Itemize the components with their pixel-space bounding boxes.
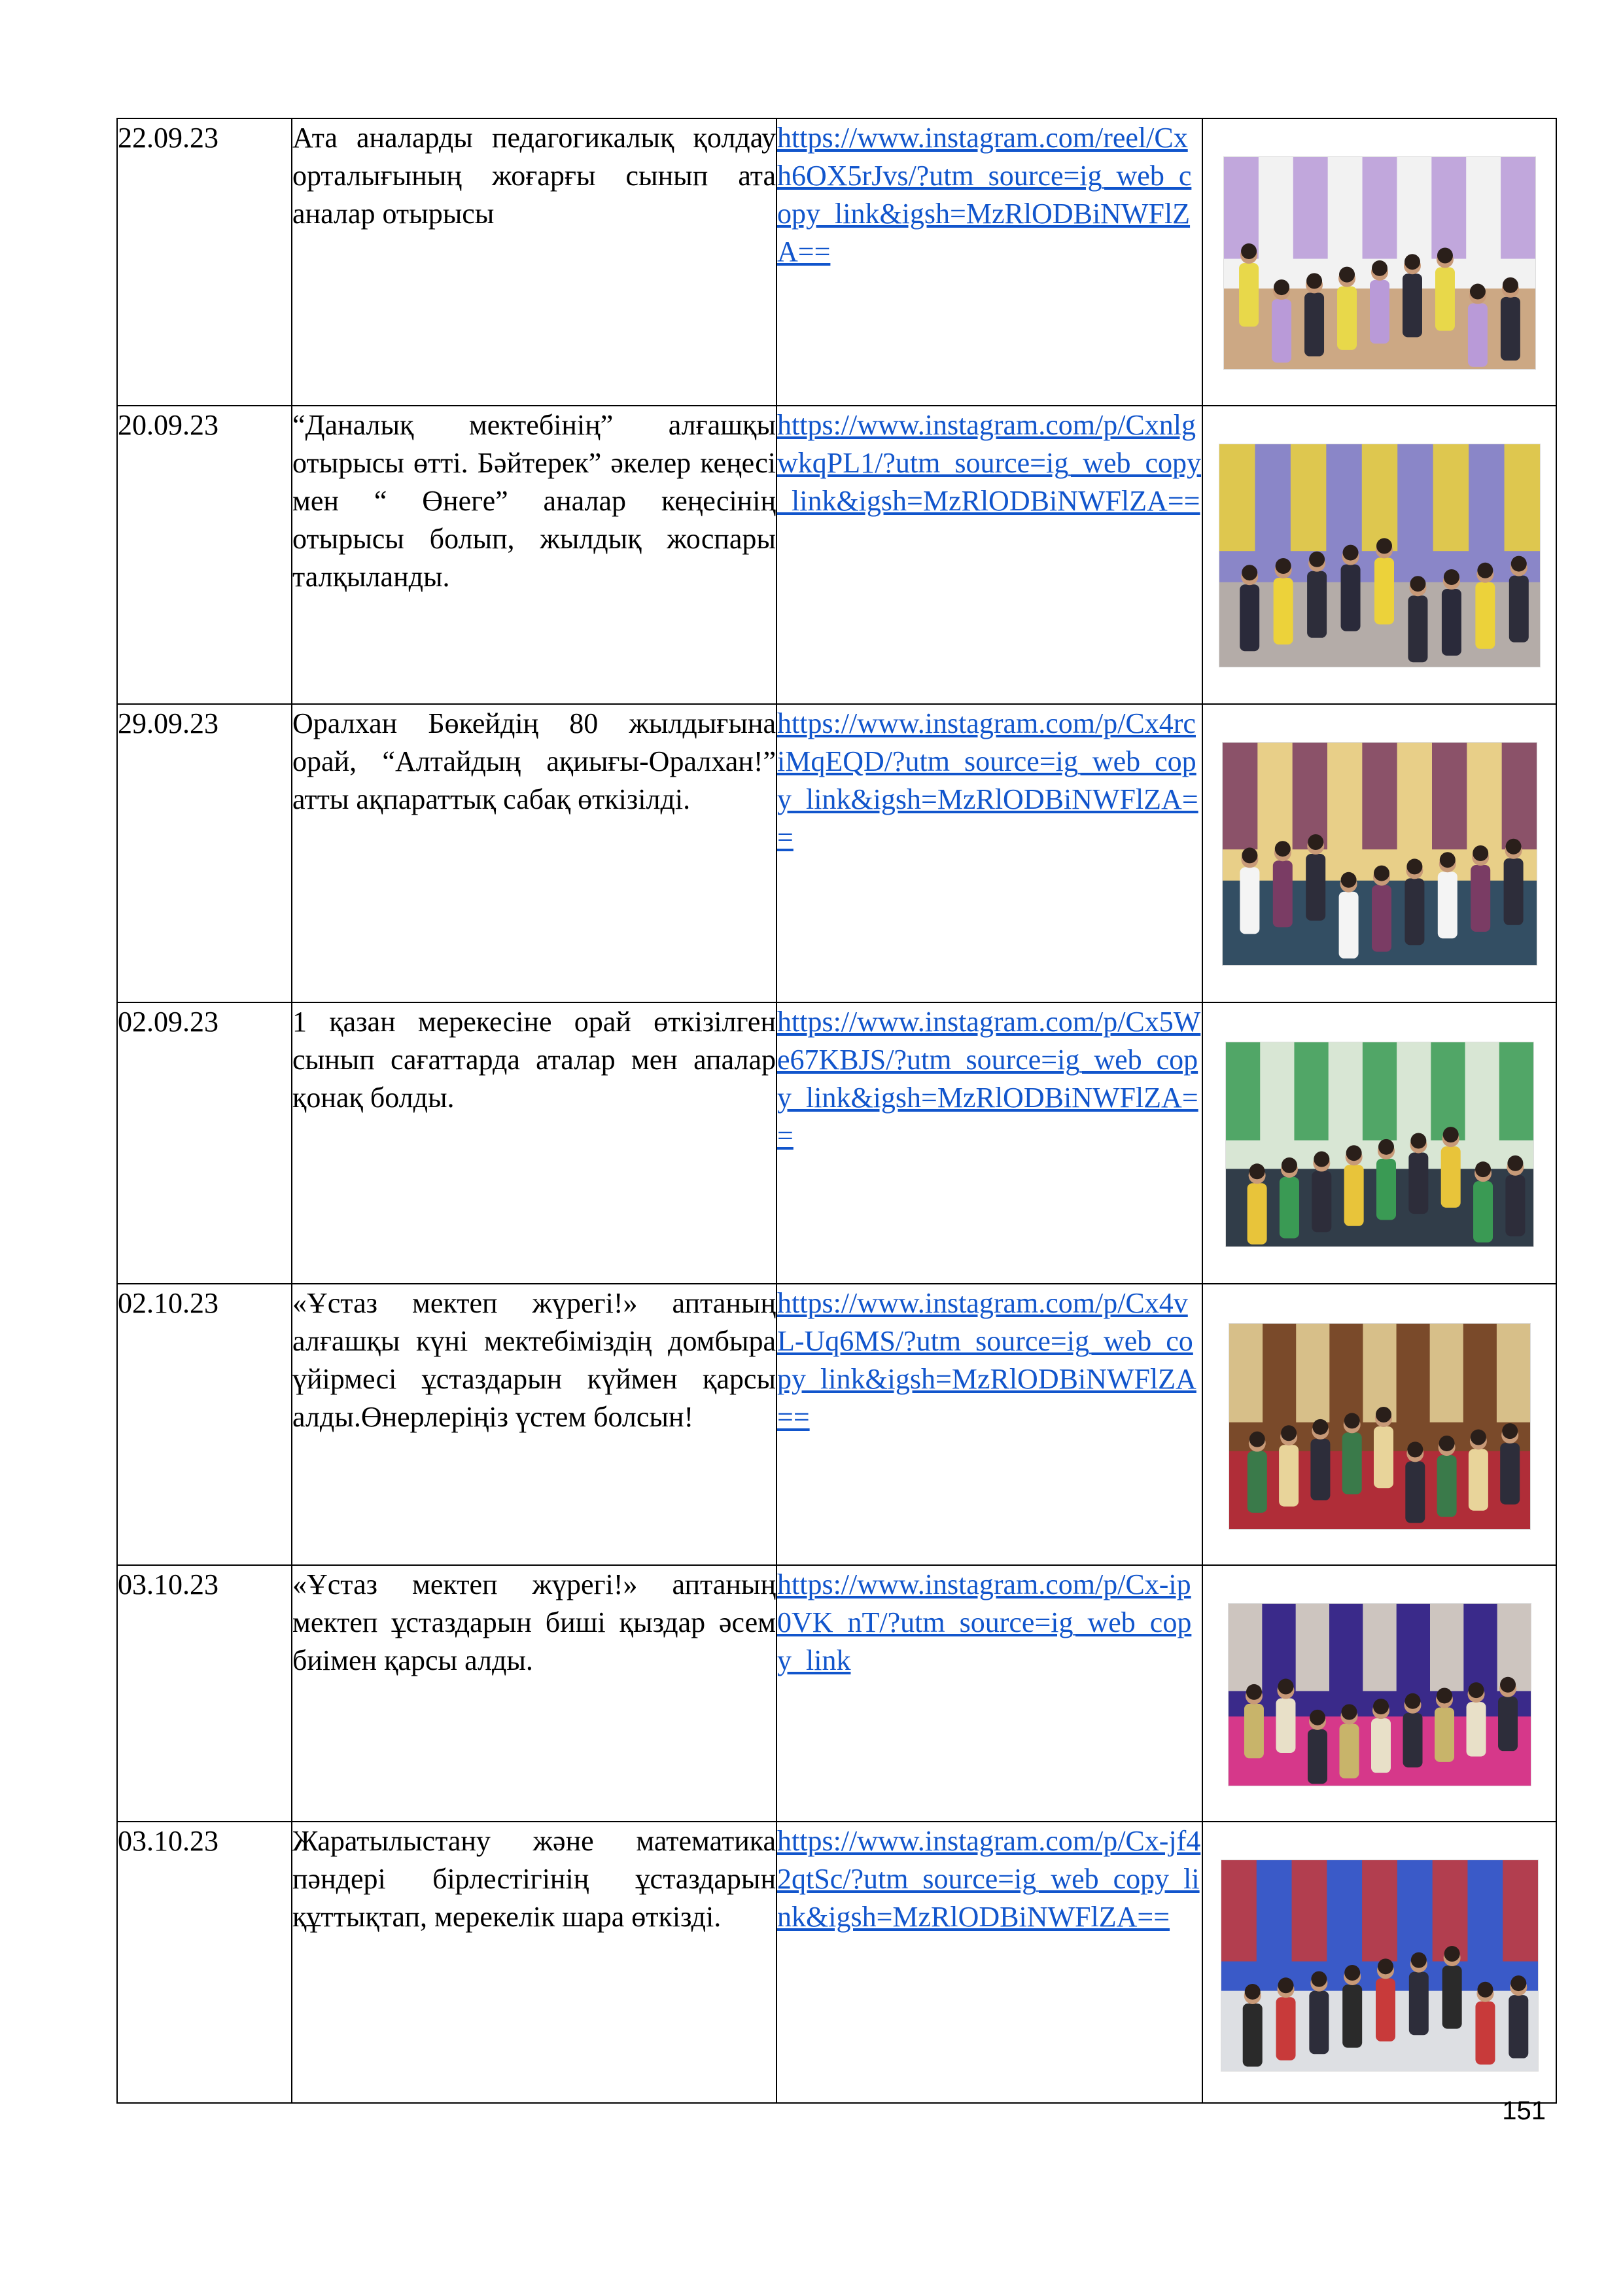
event-description: Оралхан Бөкейдің 80 жылдығына орай, “Алтайдың ақиығы-Оралхан!” атты ақпараттық сабақ өткізілді. — [292, 704, 777, 1002]
page-number: 151 — [1502, 2096, 1546, 2125]
table-row — [117, 406, 1556, 704]
instagram-link[interactable]: https://www.instagram.com/reel/Cxh6OX5rJvs/?utm_source=ig_web_copy_link&igsh=MzRlODBiNWFlZA== — [777, 122, 1192, 268]
event-photo-cell — [1202, 1002, 1556, 1284]
event-date: 03.10.23 — [117, 1822, 292, 2103]
event-description: Ата аналарды педагогикалық қолдау орталығының жоғарғы сынып ата аналар отырысы — [292, 118, 777, 406]
library-lesson-photo — [1223, 743, 1537, 965]
event-photo-cell — [1202, 1284, 1556, 1565]
event-photo-cell — [1202, 406, 1556, 704]
event-link-cell — [777, 118, 1202, 406]
dancing-girls-photo — [1229, 1604, 1531, 1786]
table-row — [117, 1002, 1556, 1284]
instagram-link[interactable]: https://www.instagram.com/p/Cx4vL-Uq6MS/?utm_source=ig_web_copy_link&igsh=MzRlODBiNWFlZA== — [777, 1287, 1196, 1433]
event-photo-cell — [1202, 118, 1556, 406]
instagram-link[interactable]: https://www.instagram.com/p/Cx-ip0VK_nT/?utm_source=ig_web_copy_link — [777, 1568, 1192, 1676]
parents-meeting-photo — [1224, 157, 1535, 369]
event-date: 03.10.23 — [117, 1565, 292, 1822]
event-link-cell — [777, 704, 1202, 1002]
event-date: 02.09.23 — [117, 1002, 292, 1284]
event-link-cell — [777, 1002, 1202, 1284]
event-photo-cell — [1202, 1565, 1556, 1822]
event-photo-cell — [1202, 704, 1556, 1002]
event-date: 02.10.23 — [117, 1284, 292, 1565]
event-link-cell — [777, 406, 1202, 704]
event-description: «Ұстаз мектеп жүрегі!» аптаның мектеп ұстаздарын биші қыздар әсем биімен қарсы алды. — [292, 1565, 777, 1822]
table-row — [117, 1565, 1556, 1822]
event-photo-cell — [1202, 1822, 1556, 2103]
instagram-link[interactable]: https://www.instagram.com/p/Cx4rciMqEQD/?utm_source=ig_web_copy_link&igsh=MzRlODBiNWFlZA== — [777, 707, 1198, 853]
council-meeting-photo — [1219, 444, 1540, 667]
table-row — [117, 118, 1556, 406]
event-link-cell — [777, 1284, 1202, 1565]
table-row — [117, 1822, 1556, 2103]
event-link-cell — [777, 1565, 1202, 1822]
table-row — [117, 1284, 1556, 1565]
events-table — [116, 118, 1557, 2104]
event-description: “Даналық мектебінің” алғашқы отырысы өтті. Бәйтерек” әкелер кеңесі мен “ Өнеге” аналар кеңесінің отырысы болып, жылдық жоспары талқыланды. — [292, 406, 777, 704]
instagram-link[interactable]: https://www.instagram.com/p/Cx5We67KBJS/?utm_source=ig_web_copy_link&igsh=MzRlODBiNWFlZA== — [777, 1006, 1201, 1152]
event-date: 20.09.23 — [117, 406, 292, 704]
table-row — [117, 704, 1556, 1002]
instagram-link[interactable]: https://www.instagram.com/p/Cx-jf42qtSc/?utm_source=ig_web_copy_link&igsh=MzRlODBiNWFlZA== — [777, 1825, 1201, 1933]
event-description: Жаратылыстану және математика пәндері бірлестігінің ұстаздарын құттықтап, мерекелік шара өткізді. — [292, 1822, 777, 2103]
instagram-link[interactable]: https://www.instagram.com/p/CxnlgwkqPL1/?utm_source=ig_web_copy_link&igsh=MzRlODBiNWFlZA== — [777, 409, 1202, 517]
event-description: 1 қазан мерекесіне орай өткізілген сынып сағаттарда аталар мен апалар қонақ болды. — [292, 1002, 777, 1284]
event-date: 29.09.23 — [117, 704, 292, 1002]
dombra-ensemble-photo — [1229, 1324, 1530, 1529]
teachers-celebration-photo — [1221, 1860, 1538, 2071]
classroom-guests-photo — [1226, 1042, 1533, 1246]
event-date: 22.09.23 — [117, 118, 292, 406]
event-description: «Ұстаз мектеп жүрегі!» аптаның алғашқы күні мектебіміздің домбыра үйірмесі ұстаздарын күймен қарсы алды.Өнерлеріңіз үстем болсын! — [292, 1284, 777, 1565]
event-link-cell — [777, 1822, 1202, 2103]
